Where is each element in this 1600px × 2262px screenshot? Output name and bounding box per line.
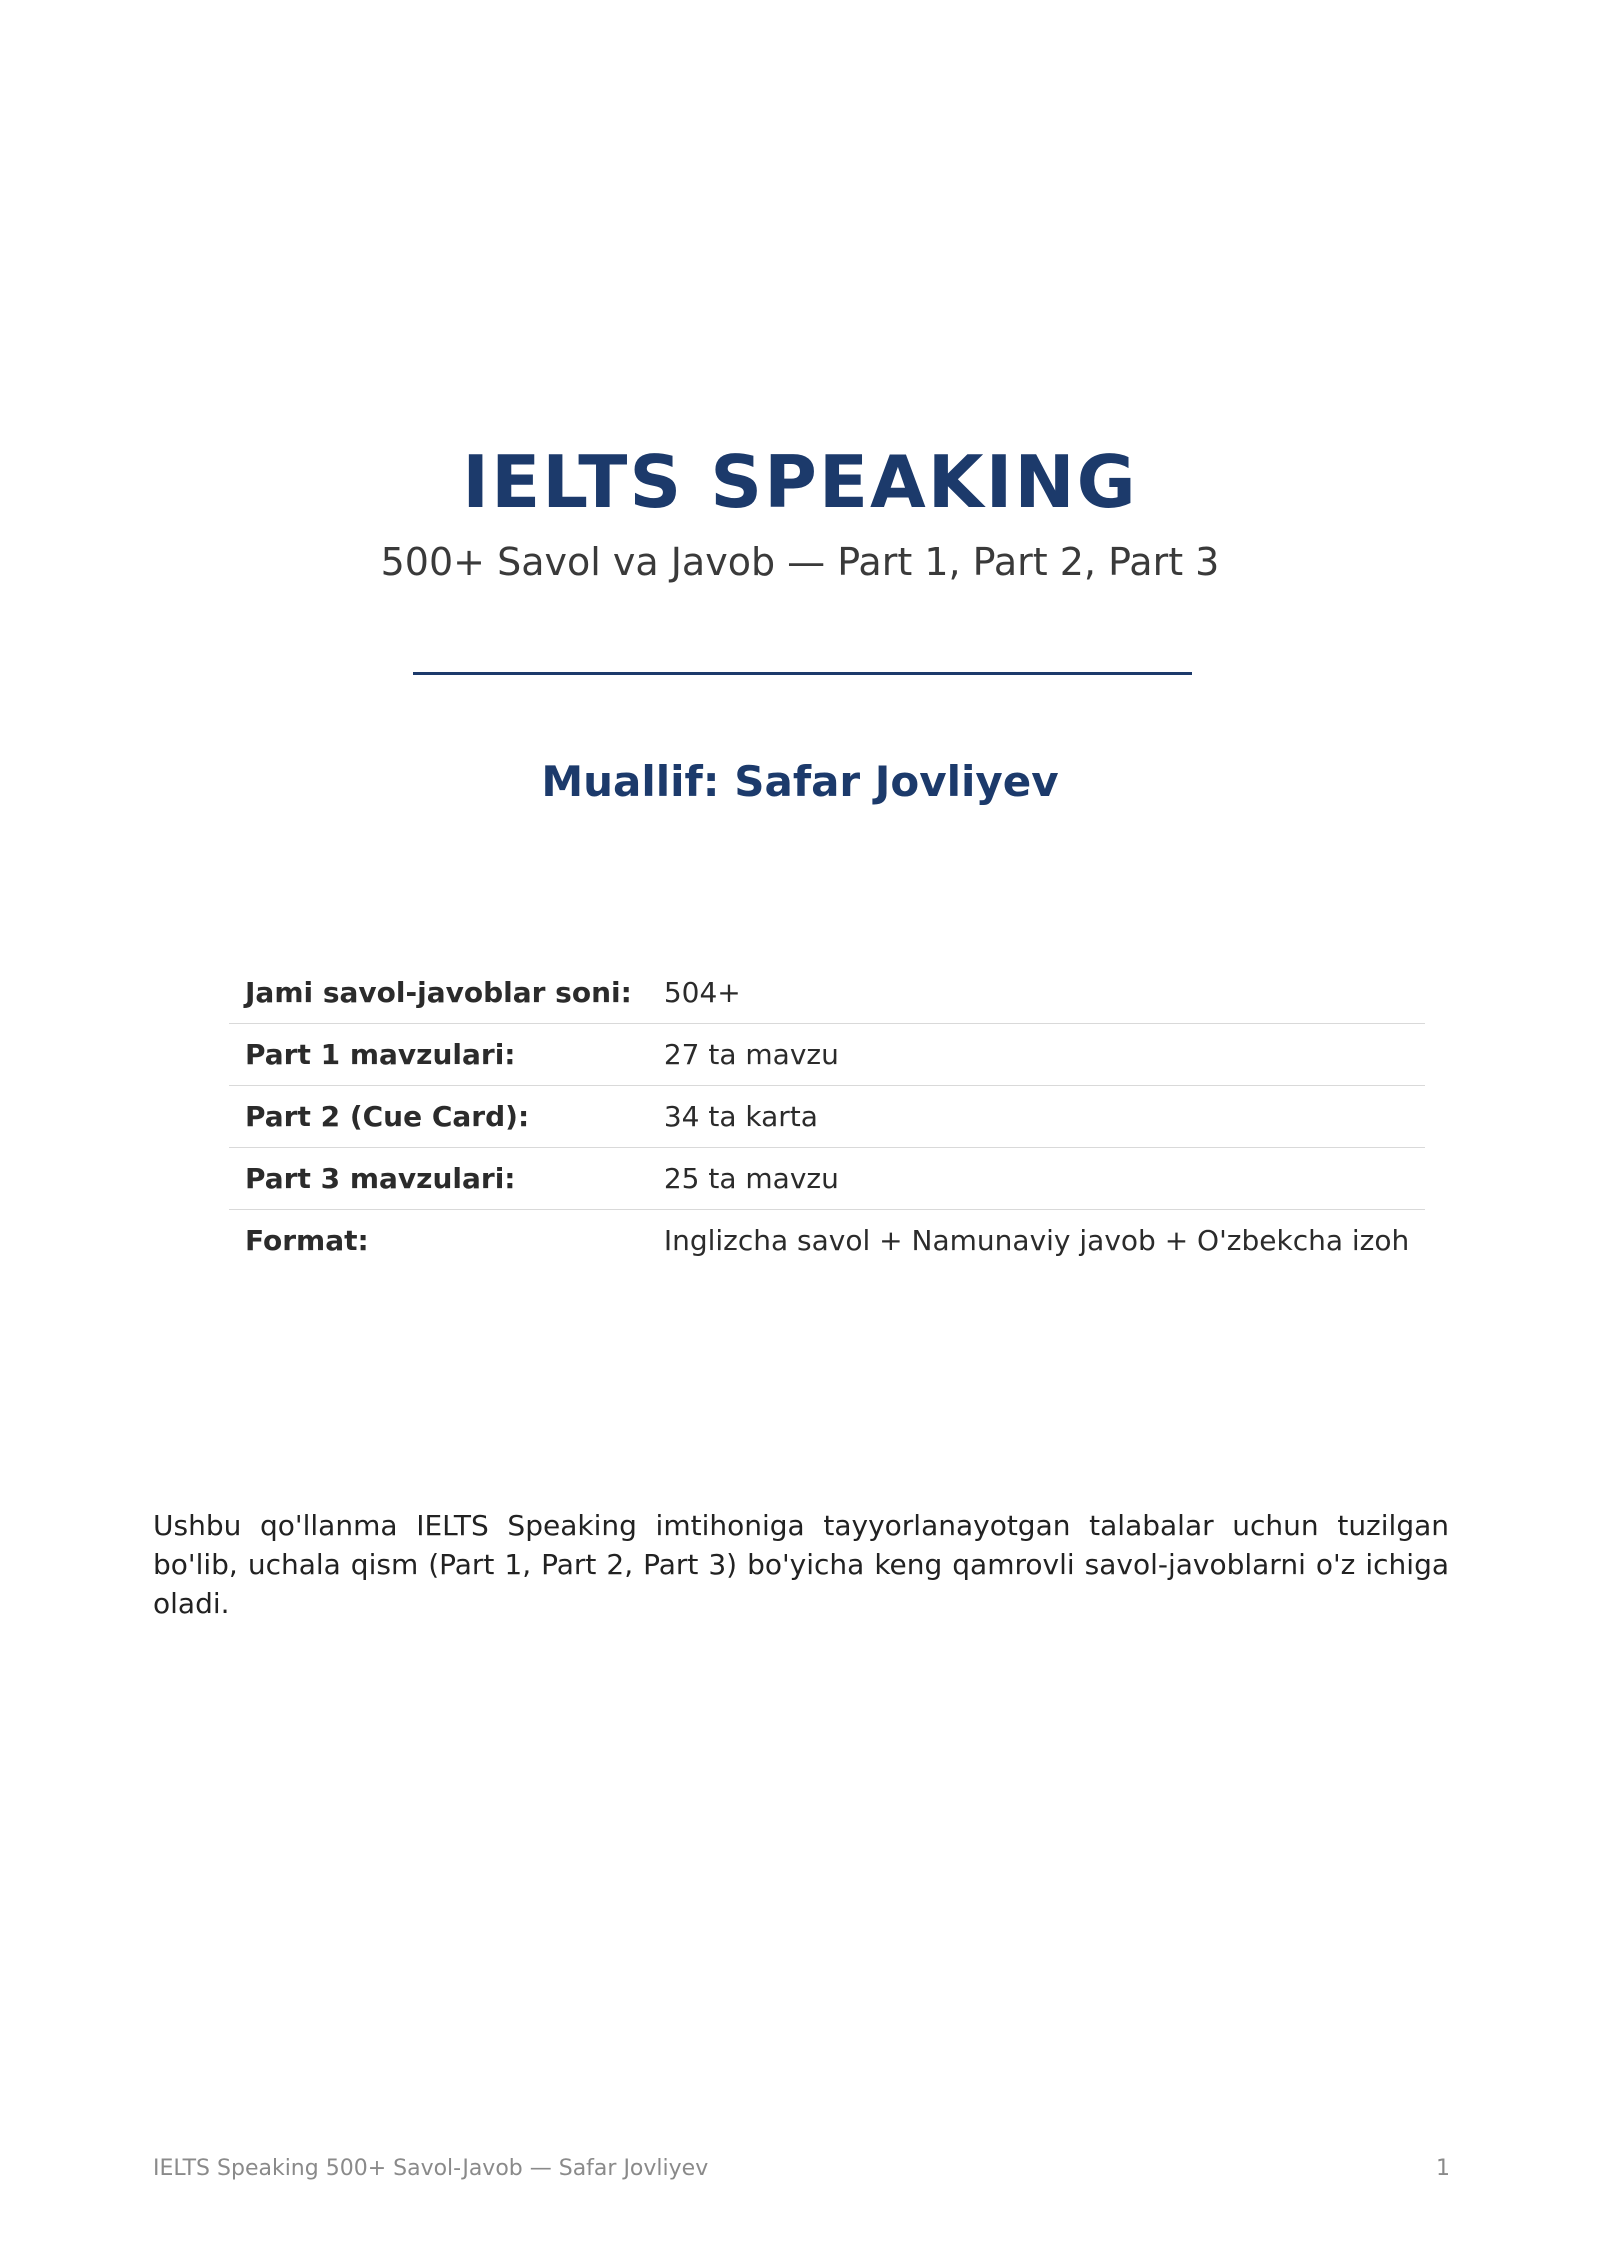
info-table — [229, 962, 1425, 1271]
row-value: 25 ta mavzu — [648, 1148, 1425, 1210]
table-row — [229, 1148, 1425, 1210]
table-row — [229, 962, 1425, 1024]
row-value: 27 ta mavzu — [648, 1024, 1425, 1086]
row-label: Part 1 mavzulari: — [229, 1024, 648, 1086]
page-subtitle: 500+ Savol va Javob — Part 1, Part 2, Part 3 — [380, 540, 1220, 584]
row-label: Part 3 mavzulari: — [229, 1148, 648, 1210]
table-row — [229, 1086, 1425, 1148]
author-line: Muallif: Safar Jovliyev — [541, 757, 1059, 806]
page-number: 1 — [1436, 2156, 1450, 2181]
footer-text: IELTS Speaking 500+ Savol-Javob — Safar Jovliyev — [153, 2156, 709, 2181]
row-value: 504+ — [663, 976, 741, 1009]
table-row — [229, 1024, 1425, 1086]
row-value: Inglizcha savol + Namunaviy javob + O'zbekcha izoh — [648, 1210, 1425, 1272]
title-divider — [413, 672, 1192, 675]
row-label: Jami savol-javoblar soni: — [245, 976, 632, 1009]
row-label: Part 2 (Cue Card): — [229, 1086, 648, 1148]
intro-paragraph: Ushbu qo'llanma IELTS Speaking imtihoniga tayyorlanayotgan talabalar uchun tuzilgan bo'lib, uchala qism (Part 1, Part 2, Part 3) bo'yicha keng qamrovli savol-javoblarni o'z ichiga oladi. — [153, 1509, 1449, 1620]
table-row — [229, 1210, 1425, 1272]
row-value: 34 ta karta — [648, 1086, 1425, 1148]
page-title: IELTS SPEAKING — [462, 440, 1138, 524]
row-label: Format: — [229, 1210, 648, 1272]
